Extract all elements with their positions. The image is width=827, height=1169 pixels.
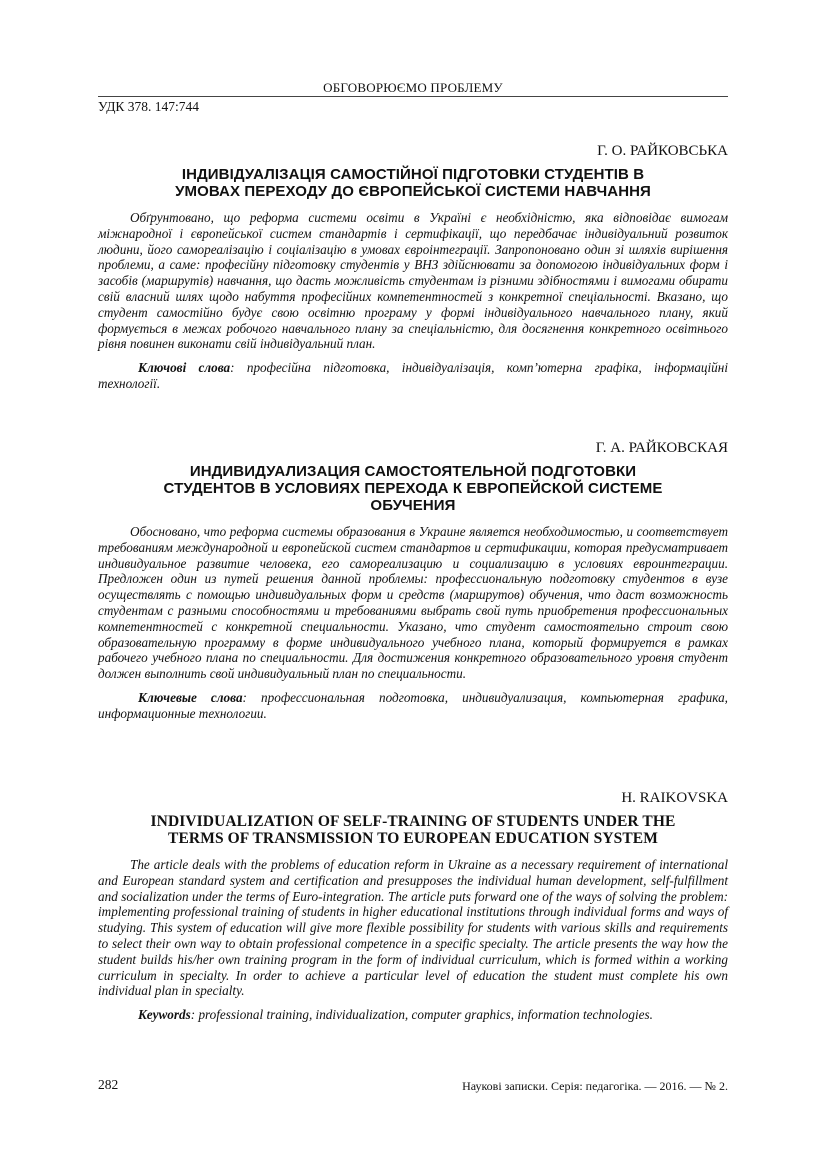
- keywords-text-en: : professional training, individualization, computer graphics, information technologies.: [190, 1007, 653, 1023]
- keywords-label-ua: Ключові слова: [138, 360, 231, 376]
- title-en-line1: INDIVIDUALIZATION OF SELF-TRAINING OF STUDENTS UNDER THE: [150, 813, 676, 830]
- keywords-label-ru: Ключевые слова: [138, 689, 243, 705]
- author-en: H. RAIKOVSKA: [621, 790, 728, 806]
- keywords-en: [98, 1007, 728, 1023]
- udk-code: УДК 378. 147:744: [98, 99, 200, 114]
- journal-citation: Наукові записки. Серія: педагогіка. — 2016. — № 2.: [462, 1079, 728, 1093]
- title-ru-line1: ИНДИВИДУАЛИЗАЦИЯ САМОСТОЯТЕЛЬНОЙ ПОДГОТОВКИ: [189, 463, 637, 480]
- title-ua-line1: ІНДИВІДУАЛІЗАЦІЯ САМОСТІЙНОЇ ПІДГОТОВКИ СТУДЕНТІВ В: [181, 166, 645, 183]
- abstract-ru: Обосновано, что реформа системы образования в Украине является необходимостью, и соответствует требованиям международной и европейской систем стандартов и сертификации, которая предусматривает индивидуальное развитие человека, его самореализацию и социализацию в условиях евроинтеграции. Предложен один из путей решения данной проблемы: профессиональную подготовку студентов в вузе осуществлять с помощью индивидуальных форм и средств (маршрутов) обучения, что даст возможность студентам с разными способностями и требованиями выбрать свой путь приобретения профессиональных компетентностей с конкретной специальности. Указано, что студент самостоятельно строит свою образовательную программу в форме индивидуального учебного плана, который формируется в рамках рабочего учебного плана по специальности. Для достижения конкретного образовательного уровня студент должен выполнить свой индивидуальный план по специальности.: [98, 524, 728, 682]
- page-number: 282: [98, 1077, 119, 1092]
- keywords-ru: [98, 690, 728, 722]
- abstract-en: The article deals with the problems of education reform in Ukraine as a necessary requirement of international and European standard system and certification and presupposes the individual human development, self-fulfillment and socialization under the terms of Euro-integration. The article puts forward one of the ways of solving the problem: implementing professional training of students in higher educational institutions through individual forms and ways of studying. This system of education will give more flexible possibility for students with various skills and requirements to select their own way to obtain professional competence in a specific specialty. The article presents the way how the student builds his/her own training program in the form of individual curriculum, which is formed within a working curriculum in specialty. In order to achieve a particular level of education the student must complete his own individual plan in specialty.: [98, 857, 728, 999]
- keywords-label-en: Keywords: [138, 1007, 191, 1023]
- title-en: [98, 813, 728, 847]
- title-ua-line2: УМОВАХ ПЕРЕХОДУ ДО ЄВРОПЕЙСЬКОЇ СИСТЕМИ НАВЧАННЯ: [175, 183, 651, 200]
- section-header: ОБГОВОРЮЄМО ПРОБЛЕМУ: [323, 80, 503, 95]
- author-ua: Г. О. РАЙКОВСЬКА: [597, 143, 728, 159]
- section-en: [98, 790, 728, 1023]
- section-ua: [98, 143, 728, 392]
- keywords-text-ru: : профессиональная подготовка, индивидуализация, компьютерная графика, информационные технологии.: [98, 689, 728, 721]
- title-ua: [98, 166, 728, 200]
- keywords-text-ua: : професійна підготовка, індивідуалізація, комп’ютерна графіка, інформаційні технології.: [98, 360, 728, 391]
- title-ru-line3: ОБУЧЕНИЯ: [370, 497, 456, 514]
- title-ru: [98, 463, 728, 514]
- keywords-ua: [98, 360, 728, 392]
- section-ru: [98, 440, 728, 722]
- title-ru-line2: СТУДЕНТОВ В УСЛОВИЯХ ПЕРЕХОДА К ЕВРОПЕЙСКОЙ СИСТЕМЕ: [163, 480, 663, 497]
- author-ru: Г. А. РАЙКОВСКАЯ: [595, 440, 728, 456]
- title-en-line2: TERMS OF TRANSMISSION TO EUROPEAN EDUCATION SYSTEM: [168, 830, 658, 847]
- header-divider: [98, 96, 728, 97]
- abstract-ua: Обґрунтовано, що реформа системи освіти в Україні є необхідністю, яка відповідає вимогам міжнародної і європейської систем стандартів і сертифікації, що передбачає індивідуальний розвиток людини, його самореалізацію і соціалізацію в умовах євроінтеграції. Запропоновано один зі шляхів вирішення проблеми, а саме: професійну підготовку студентів у ВНЗ здійснювати за допомогою індивідуальних форм і засобів (маршрутів) навчання, що дасть можливість студентам із різними здібностями і вимогами обирати свій власний шлях щодо набуття професійних компетентностей з конкретної спеціальності. Вказано, що студент самостійно будує свою освітню програму у формі індивідуального навчального плану, який формується в межах робочого навчального плану за спеціальністю, для досягнення конкретного освітнього рівня повинен виконати свій індивідуальний план.: [98, 210, 728, 352]
